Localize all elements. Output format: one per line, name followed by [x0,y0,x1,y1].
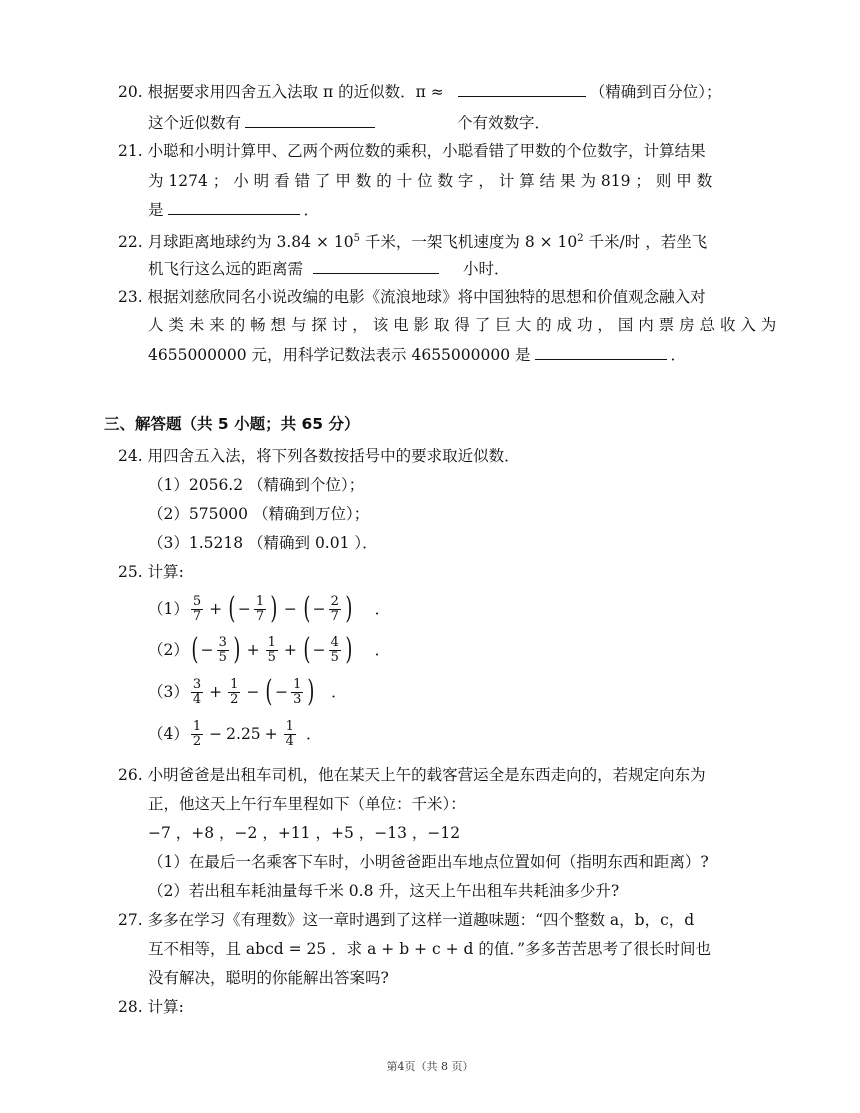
q26-line1: 26. 小明爸爸是出租车司机，他在某天上午的载客营运全是东西走向的，若规定向东为 [118,766,706,784]
q20-line1: 20. 根据要求用四舍五入法取 π 的近似数．π ≈ （精确到百分位）； [118,80,722,103]
q22-line2: 机飞行这么远的距离需 小时． [148,257,510,280]
page-footer: 第4页（共 8 页） [386,1060,474,1073]
q22-answer-blank[interactable] [313,257,439,274]
q22-line1: 22. 月球距离地球约为 $3.84 \times 10^5$ 千米，一架飞机速度为 $8 \times 10^2$ 千米/时 ，若坐飞 [118,233,708,252]
fraction: $\frac{4}{5}$ [330,634,339,665]
fraction: $\frac{5}{7}$ [192,593,202,624]
q25-expr-3: （3） $\frac{3}{4}$ + $\frac{1}{2}$ − ( − $\frac{1}{3}$ ) ． [148,674,347,709]
fraction: $\frac{3}{5}$ [218,634,227,665]
q20-line2: 这个近似数有 个有效数字． [148,111,550,134]
fraction: $\frac{1}{5}$ [267,634,276,665]
q25-expr-1: （1） $\frac{5}{7}$ + ( − $\frac{1}{7}$ ) − ( − $\frac{2}{7}$ ) ． [148,591,391,626]
fraction: $\frac{2}{7}$ [330,593,339,624]
q26-line2: 正，他这天上午行车里程如下（单位：千米）： [148,795,466,813]
q21-line3: 是 ． [148,198,319,221]
q23-line3: 4655000000 元，用科学记数法表示 4655000000 是 ． [148,343,686,366]
q27-line2: 互不相等，且 abcd = 25 ．求 a + b + c + d 的值．”多多苦苦思考了很长时间也 [148,940,712,958]
q23-line1: 23. 根据刘慈欣同名小说改编的电影《流浪地球》将中国独特的思想和价值观念融入对 [118,288,706,306]
q24-title: 24. 用四舍五入法，将下列各数按括号中的要求取近似数． [118,447,520,465]
fraction: $\frac{1}{7}$ [255,593,265,624]
q25-expr-4: （4） $\frac{1}{2}$ − 2.25 + $\frac{1}{4}$ ． [148,718,322,749]
q28-title: 28. 计算: [118,998,184,1016]
q20-answer-blank-2[interactable] [245,111,375,128]
q27-line1: 27. 多多在学习《有理数》这一章时遇到了这样一道趣味题：“四个整数 a，b，c，d [118,911,695,929]
q24-item-1: （1）2056.2 （精确到个位）； [148,476,365,494]
q21-answer-blank[interactable] [168,198,300,215]
q24-item-2: （2）575000 （精确到万位）； [148,505,370,523]
q23-answer-blank[interactable] [535,343,667,360]
fraction: $\frac{3}{4}$ [192,676,202,707]
q23-line2: 人 类 未 来 的 畅 想 与 探 讨 ， 该 电 影 取 得 了 巨 大 的 成 功 ， 国 内 票 房 总 收 入 为 [148,316,777,334]
q27-line3: 没有解决，聪明的你能解出答案吗? [148,969,389,987]
fraction: $\frac{1}{3}$ [293,676,302,707]
q25-title: 25. 计算: [118,563,184,581]
q26-line5: （2）若出租车耗油量每千米 0.8 升，这天上午出租车共耗油多少升? [148,882,620,900]
q24-item-3: （3）1.5218 （精确到 0.01 ）． [148,534,378,552]
section-heading: 三、解答题（共 5 小题；共 65 分） [104,415,360,433]
q21-line1: 21. 小聪和小明计算甲、乙两个两位数的乘积，小聪看错了甲数的个位数字，计算结果 [118,142,706,160]
fraction: $\frac{1}{2}$ [230,676,239,707]
q20-answer-blank-1[interactable] [458,80,586,97]
q21-line2: 为 1274 ； 小 明 看 错 了 甲 数 的 十 位 数 字 ， 计 算 结 果 为 819 ； 则 甲 数 [148,172,713,190]
q25-expr-2: （2） ( − $\frac{3}{5}$ ) + $\frac{1}{5}$ + ( − $\frac{4}{5}$ ) ． [148,632,391,667]
fraction: $\frac{1}{2}$ [192,718,202,749]
q26-line3: −7 ，+8 ，−2 ，+11 ，+5 ，−13 ，−12 [148,824,461,842]
fraction: $\frac{1}{4}$ [285,718,294,749]
q26-line4: （1）在最后一名乘客下车时，小明爸爸距出车地点位置如何（指明东西和距离）? [148,853,709,871]
